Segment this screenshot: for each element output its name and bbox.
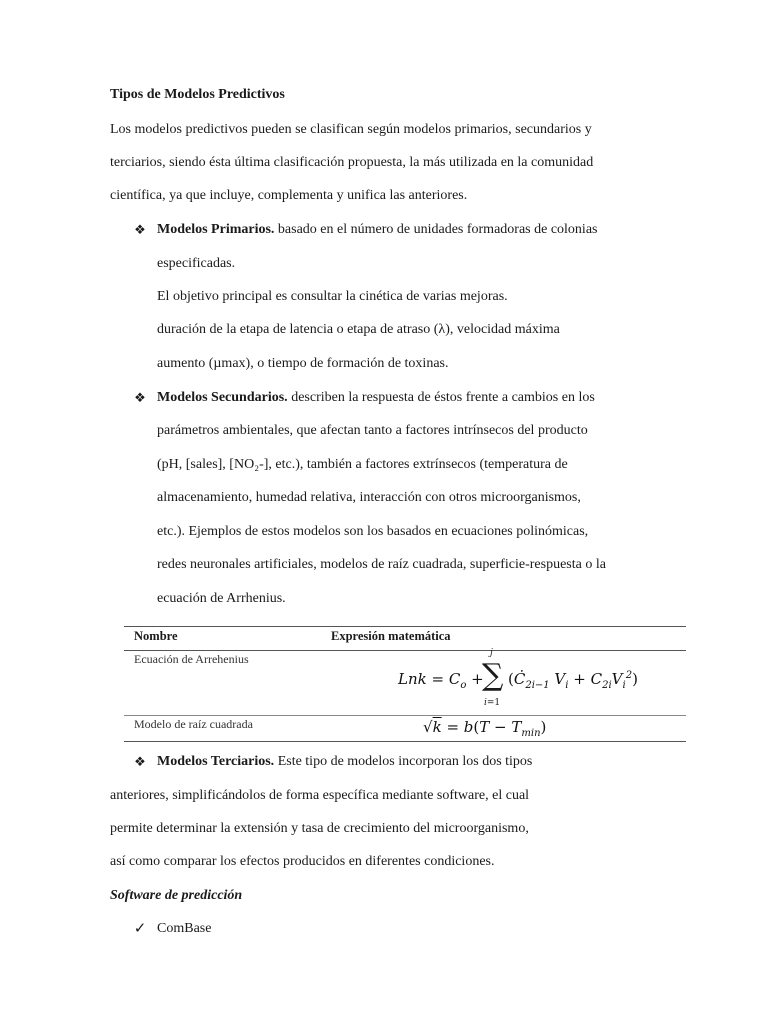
tertiary-line-4: así como comparar los efectos producidos en diferentes condiciones. — [110, 854, 495, 869]
secondary-line-6: redes neuronales artificiales, modelos de raíz cuadrada, superficie-respuesta o la — [157, 557, 606, 572]
intro-line-1: Los modelos predictivos pueden se clasifican según modelos primarios, secundarios y — [110, 122, 592, 137]
primary-line-5: aumento (µmax), o tiempo de formación de toxinas. — [157, 356, 449, 371]
diamond-bullet-icon: ❖ — [134, 754, 146, 769]
formula-lhs: Lnk = $C_o$ + — [398, 670, 484, 691]
checkmark-icon: ✓ — [133, 921, 147, 937]
table-bottom-rule — [124, 741, 686, 742]
diamond-bullet-icon: ❖ — [134, 390, 146, 405]
formula-rhs: ($Ċ_{2i-1}$ $V_i + C_{2i}V_i^2$) — [508, 670, 638, 691]
primary-line-4: duración de la etapa de latencia o etapa de atraso (λ), velocidad máxima — [157, 322, 560, 337]
secondary-line-3: (pH, [sales], [NO₂-], etc.), también a factores extrínsecos (temperatura de — [157, 457, 568, 472]
primary-first-line — [157, 221, 597, 239]
intro-line-3: científica, ya que incluye, complementa y unifica las anteriores. — [110, 188, 468, 203]
sum-lower-limit: i=1 — [484, 698, 501, 708]
secondary-first-line — [157, 389, 595, 407]
software-heading: Software de predicción — [110, 888, 243, 903]
primary-line-3: El objetivo principal es consultar la cinética de varias mejoras. — [157, 289, 508, 304]
secondary-title: Modelos Secundarios. — [157, 390, 288, 405]
tertiary-text: Este tipo de modelos incorporan los dos tipos — [274, 754, 533, 769]
table-row-name: Ecuación de Arrehenius — [134, 652, 249, 666]
primary-text: basado en el número de unidades formadoras de colonias — [274, 222, 598, 237]
diamond-bullet-icon: ❖ — [134, 222, 146, 237]
secondary-line-5: etc.). Ejemplos de estos modelos son los basados en ecuaciones polinómicas, — [157, 524, 589, 539]
secondary-line-7: ecuación de Arrhenius. — [157, 591, 286, 606]
tertiary-title: Modelos Terciarios. — [157, 754, 275, 769]
table-top-rule — [124, 626, 686, 627]
primary-title: Modelos Primarios. — [157, 222, 275, 237]
primary-line-2: especificadas. — [157, 256, 236, 271]
table-row-name: Modelo de raíz cuadrada — [134, 717, 253, 731]
table-header-name: Nombre — [134, 629, 178, 643]
software-item: ComBase — [157, 921, 212, 936]
summation-sign: ∑ — [482, 658, 504, 693]
secondary-line-4: almacenamiento, humedad relativa, interacción con otros microorganismos, — [157, 490, 581, 505]
secondary-text: describen la respuesta de éstos frente a cambios en los — [287, 390, 595, 405]
secondary-line-2: parámetros ambientales, que afectan tanto a factores intrínsecos del producto — [157, 423, 588, 438]
section-heading: Tipos de Modelos Predictivos — [110, 87, 285, 102]
sum-upper-limit: j — [490, 648, 493, 658]
table-header-expression: Expresión matemática — [331, 629, 451, 643]
tertiary-first-line — [157, 753, 532, 771]
tertiary-line-3: permite determinar la extensión y tasa de crecimiento del microorganismo, — [110, 821, 529, 836]
intro-line-2: terciarios, siendo ésta última clasificación propuesta, la más utilizada en la comunidad — [110, 155, 594, 170]
tertiary-line-2: anteriores, simplificándolos de forma específica mediante software, el cual — [110, 788, 530, 803]
square-root-formula: $√k = b(T - T_{min})$ — [423, 718, 547, 739]
